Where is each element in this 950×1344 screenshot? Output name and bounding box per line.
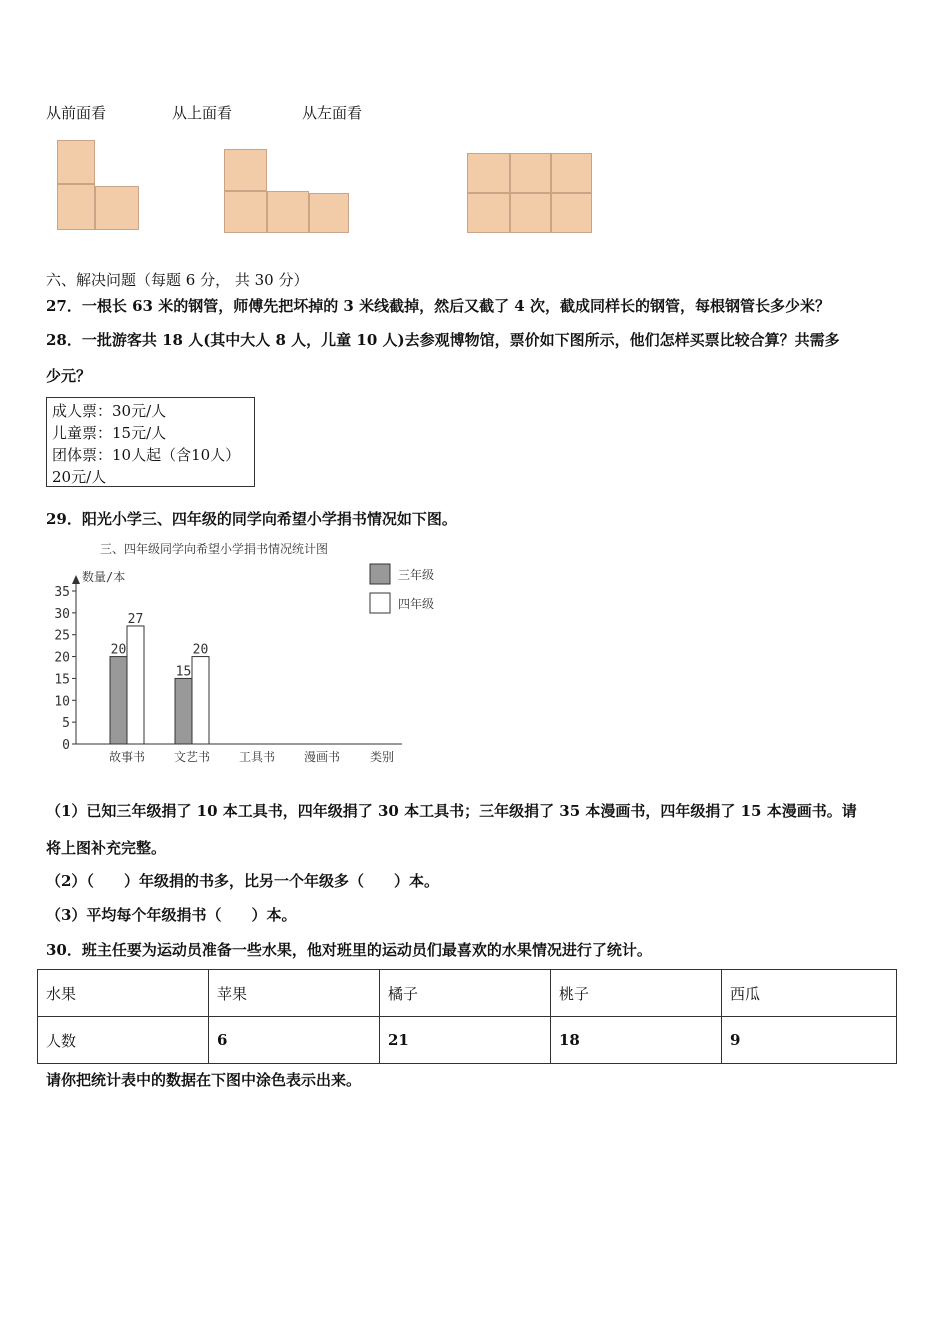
- question-28-line1: 28．一批游客共 18 人(其中大人 8 人，儿童 10 人)去参观博物馆，票价如下图所示，他们怎样买票比较合算？共需多: [46, 331, 840, 349]
- bar-grade3: [110, 657, 127, 744]
- y-tick-label: 25: [54, 628, 70, 644]
- y-tick-label: 20: [54, 650, 70, 666]
- question-29: 29．阳光小学三、四年级的同学向希望小学捐书情况如下图。: [46, 510, 457, 528]
- y-tick-label: 15: [54, 672, 70, 688]
- table-cell: 西瓜: [722, 970, 897, 1017]
- y-tick-label: 0: [62, 738, 70, 753]
- bar-value-label: 27: [127, 611, 144, 627]
- table-cell: 21: [380, 1017, 551, 1064]
- table-cell: 桃子: [551, 970, 722, 1017]
- y-tick-label: 10: [54, 694, 70, 710]
- price-child: 儿童票：15元/人: [52, 424, 167, 442]
- table-cell: 橘子: [380, 970, 551, 1017]
- question-27: 27．一根长 63 米的钢管，师傅先把坏掉的 3 米线截掉，然后又截了 4 次，截成同样长的钢管，每根钢管长多少米？: [46, 297, 830, 315]
- table-cell: 人数: [38, 1017, 209, 1064]
- y-tick-label: 35: [54, 585, 70, 600]
- bar-value-label: 15: [175, 664, 192, 680]
- y-tick-label: 30: [54, 606, 70, 622]
- category-label: 故事书: [108, 750, 146, 764]
- table-cell: 苹果: [209, 970, 380, 1017]
- price-group: 团体票：10人起（含10人）: [52, 446, 241, 464]
- bar-grade4: [127, 626, 144, 744]
- category-label: 漫画书: [303, 750, 341, 764]
- question-29-sub1-line2: 将上图补充完整。: [46, 839, 167, 857]
- table-cell: 9: [722, 1017, 897, 1064]
- price-adult: 成人票：30元/人: [52, 402, 167, 420]
- chart-title: 三、四年级同学向希望小学捐书情况统计图: [100, 542, 329, 556]
- price-group-rate: 20元/人: [52, 468, 107, 486]
- table-row: [38, 970, 897, 1017]
- legend-swatch-grade4: [370, 593, 390, 613]
- view-label-front: 从前面看: [46, 104, 107, 122]
- question-30: 30．班主任要为运动员准备一些水果，他对班里的运动员们最喜欢的水果情况进行了统计。: [46, 941, 652, 959]
- table-cell: 18: [551, 1017, 722, 1064]
- chart-y-label: 数量/本: [82, 570, 126, 584]
- question-29-sub3: （3）平均每个年级捐书（ ）本。: [46, 906, 297, 924]
- table-cell: 6: [209, 1017, 380, 1064]
- category-label: 工具书: [238, 750, 276, 764]
- question-28-line2: 少元？: [46, 367, 92, 385]
- table-row: [38, 1017, 897, 1064]
- bar-value-label: 20: [110, 642, 127, 658]
- bar-grade3: [175, 678, 192, 744]
- question-29-sub2: （2）（ ）年级捐的书多，比另一个年级多（ ）本。: [46, 872, 439, 890]
- y-axis-arrow-icon: [72, 575, 80, 584]
- view-label-left: 从左面看: [302, 104, 363, 122]
- question-29-sub1-line1: （1）已知三年级捐了 10 本工具书，四年级捐了 30 本工具书；三年级捐了 35 本漫画书，四年级捐了 15 本漫画书。请: [46, 802, 857, 820]
- category-label: 文艺书: [173, 750, 211, 764]
- bar-grade4: [192, 657, 209, 744]
- bar-value-label: 20: [192, 642, 209, 658]
- legend-swatch-grade3: [370, 564, 390, 584]
- question-30-after: 请你把统计表中的数据在下图中涂色表示出来。: [46, 1071, 362, 1089]
- y-tick-label: 5: [62, 716, 70, 732]
- legend-label-grade4: 四年级: [398, 597, 435, 611]
- section-heading: 六、解决问题（每题 6 分， 共 30 分）: [46, 271, 309, 289]
- view-label-top: 从上面看: [172, 104, 233, 122]
- table-cell: 水果: [38, 970, 209, 1017]
- chart-x-label: 类别: [370, 750, 395, 764]
- legend-label-grade3: 三年级: [398, 568, 435, 582]
- fruit-table: [37, 969, 897, 1064]
